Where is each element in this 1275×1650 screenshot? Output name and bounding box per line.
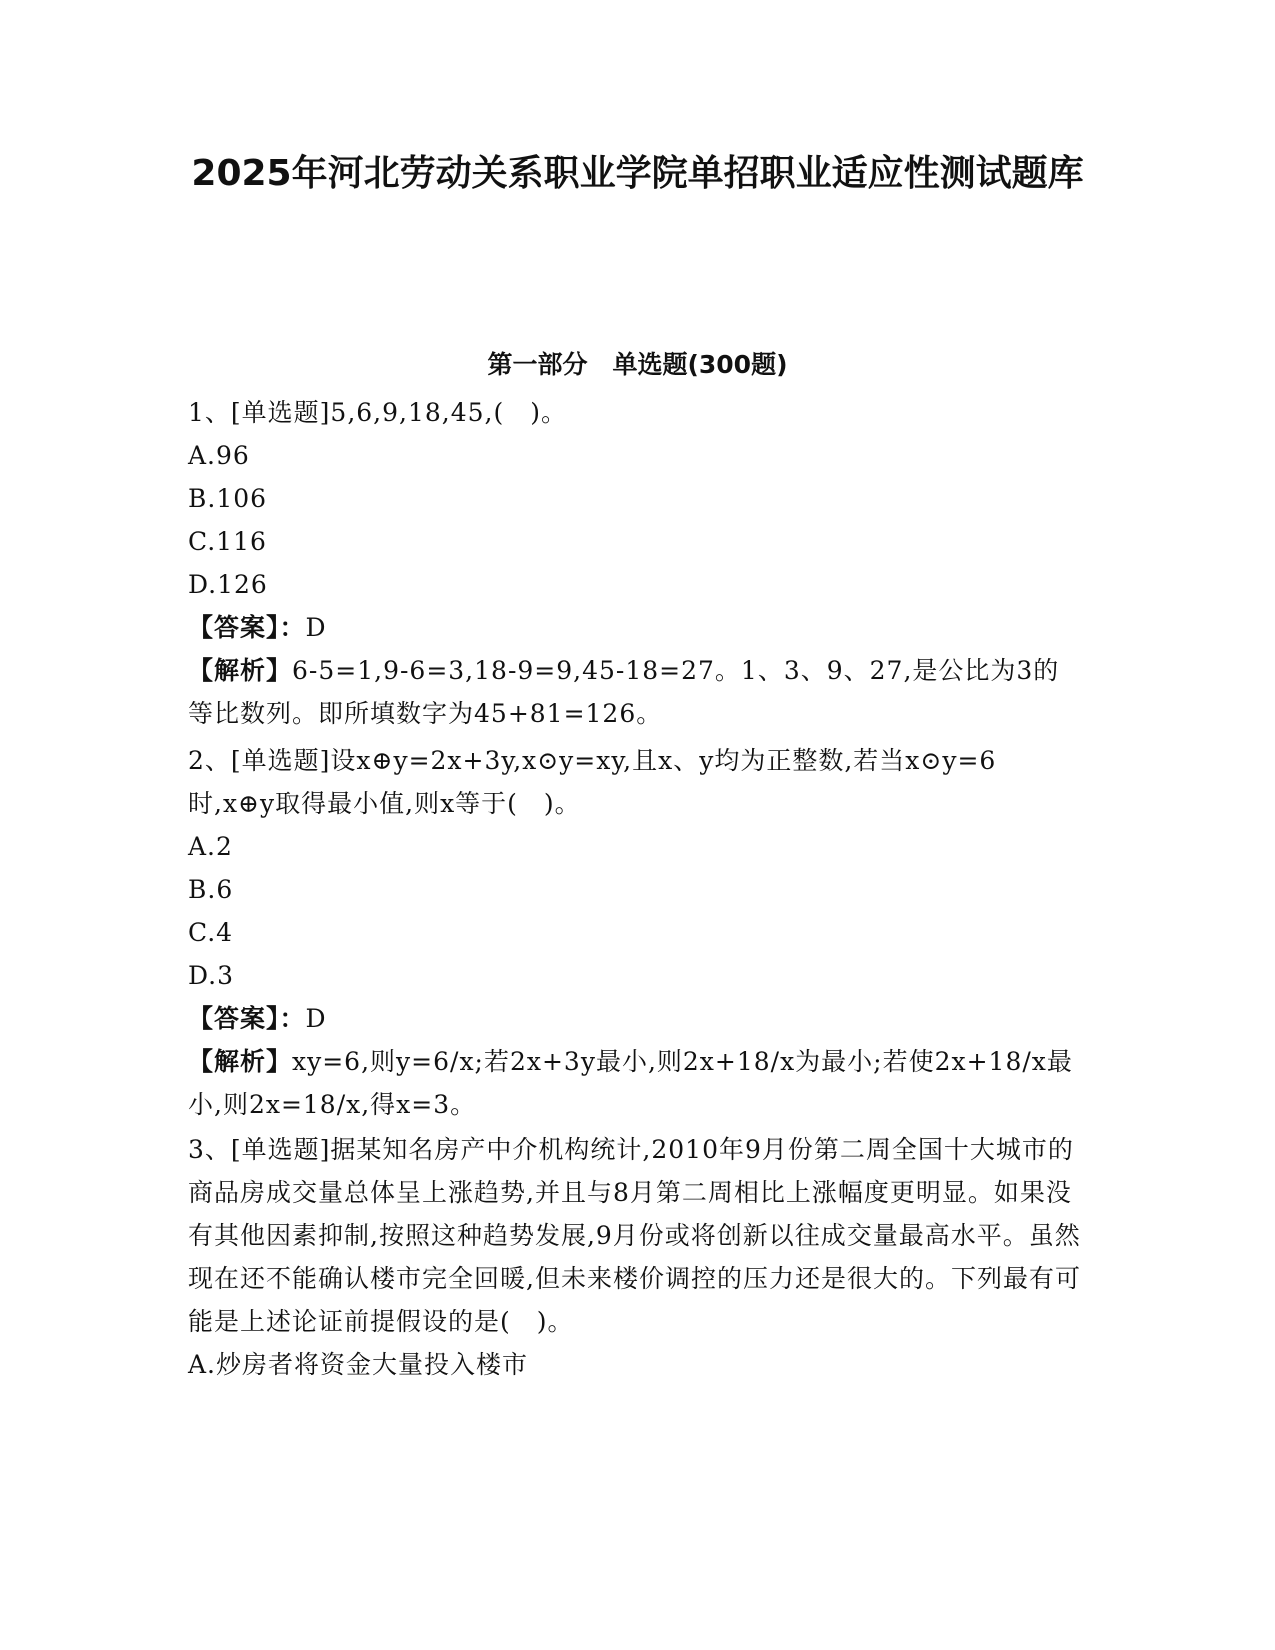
option-a: A.炒房者将资金大量投入楼市 (188, 1350, 529, 1379)
answer-value: D (305, 1004, 327, 1033)
analysis-line (188, 1040, 1083, 1126)
option-a: A.2 (188, 832, 233, 861)
question-3 (188, 1128, 1083, 1386)
analysis-line (188, 649, 1083, 735)
answer-line (188, 997, 1083, 1040)
option-b: B.6 (188, 875, 234, 904)
option-c: C.116 (188, 527, 267, 556)
option-c: C.4 (188, 918, 234, 947)
option-a: A.96 (188, 441, 250, 470)
analysis-label: 【解析】 (188, 1047, 293, 1076)
answer-line (188, 606, 1083, 649)
question-stem: 3、[单选题]据某知名房产中介机构统计,2010年9月份第二周全国十大城市的商品房成交量总体呈上涨趋势,并且与8月第二周相比上涨幅度更明显。如果没有其他因素抑制,按照这种趋势发展,9月份或将创新以往成交量最高水平。虽然现在还不能确认楼市完全回暖,但未来楼价调控的压力还是很大的。下列最有可能是上述论证前提假设的是( )。 (188, 1135, 1081, 1336)
question-2 (188, 739, 1083, 1126)
option-d: D.3 (188, 961, 235, 990)
question-1 (188, 391, 1083, 735)
analysis-text: xy=6,则y=6/x;若2x+3y最小,则2x+18/x为最小;若使2x+18/x最小,则2x=18/x,得x=3。 (188, 1047, 1073, 1119)
option-b: B.106 (188, 484, 268, 513)
answer-label: 【答案】： (188, 1004, 306, 1033)
answer-value: D (305, 613, 327, 642)
option-d: D.126 (188, 570, 268, 599)
question-stem: 1、[单选题]5,6,9,18,45,( )。 (188, 398, 567, 427)
analysis-label: 【解析】 (188, 656, 293, 685)
document-title: 2025年河北劳动关系职业学院单招职业适应性测试题库 (191, 153, 1084, 194)
section-heading: 第一部分 单选题(300题) (487, 350, 788, 379)
question-stem: 2、[单选题]设x⊕y=2x+3y,x⊙y=xy,且x、y均为正整数,若当x⊙y=6时,x⊕y取得最小值,则x等于( )。 (188, 746, 997, 818)
analysis-text: 6-5=1,9-6=3,18-9=9,45-18=27。1、3、9、27,是公比为3的等比数列。即所填数字为45+81=126。 (188, 656, 1060, 728)
answer-label: 【答案】： (188, 613, 306, 642)
